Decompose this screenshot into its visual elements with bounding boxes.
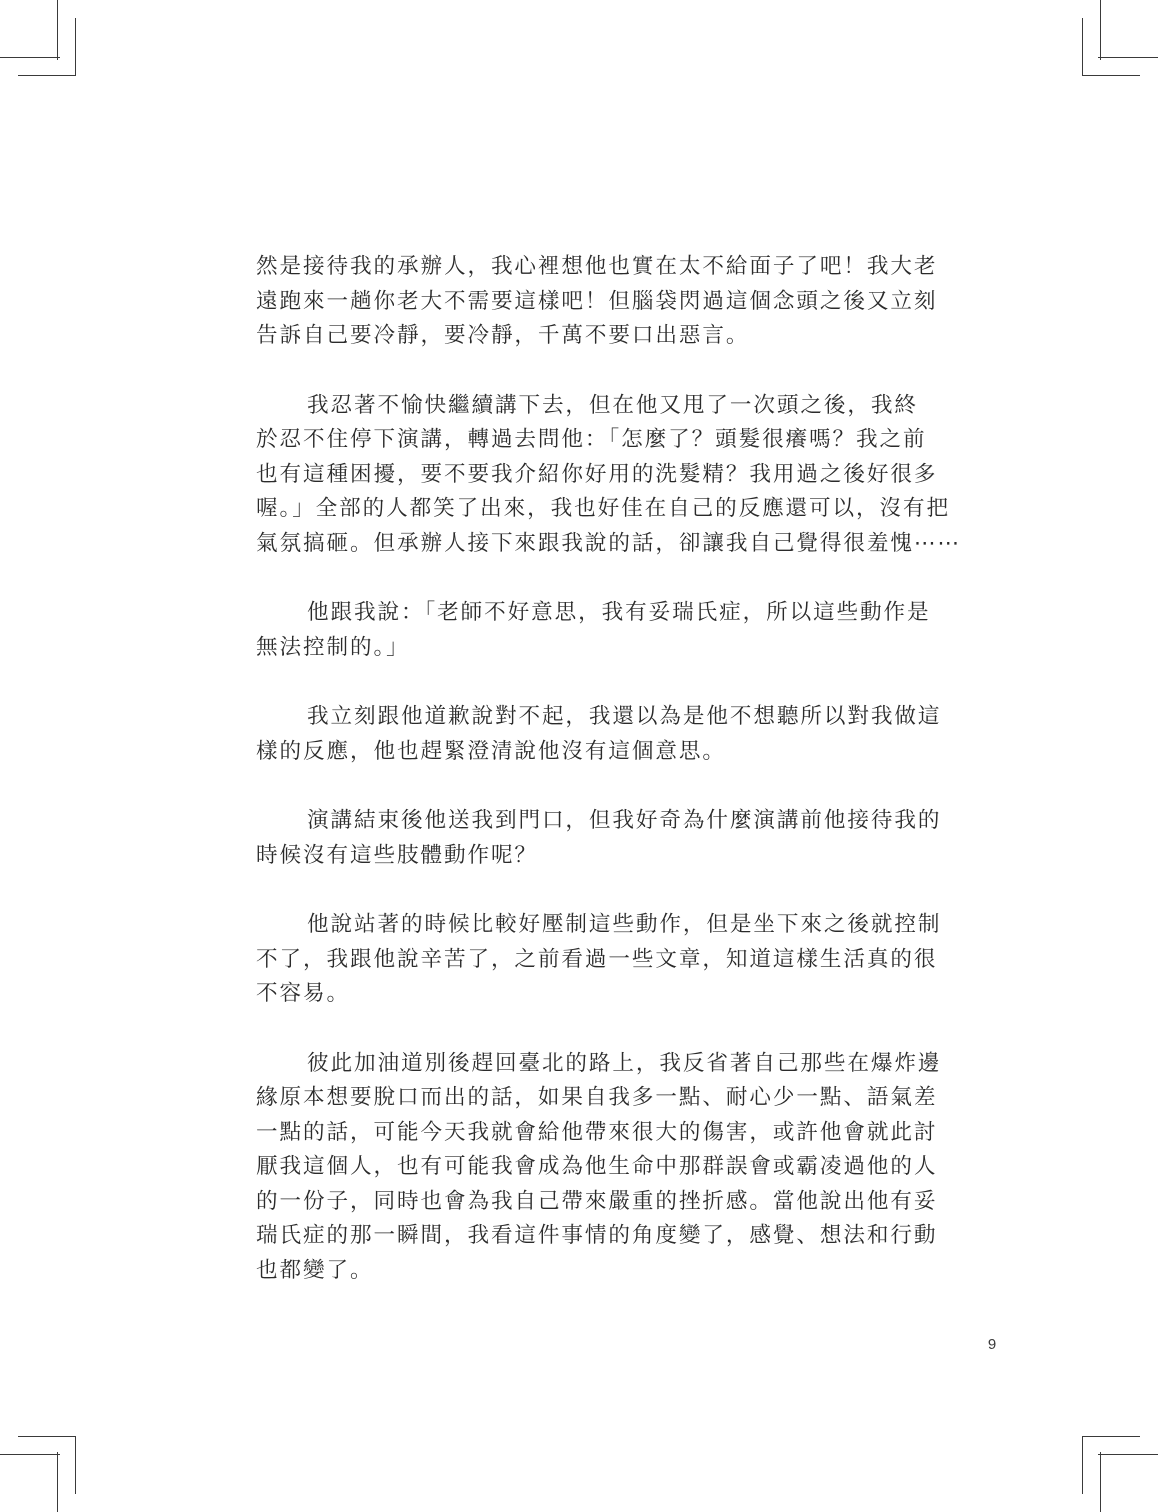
- crop-mark-top-left-vertical: [57, 0, 58, 60]
- paragraph-3: 他跟我說：「老師不好意思，我有妥瑞氏症，所以這些動作是 無法控制的。」: [256, 600, 931, 660]
- paragraph-6: 他說站著的時候比較好壓制這些動作，但是坐下來之後就控制 不了，我跟他說辛苦了，之前看過一些文章，知道這樣生活真的很 不容易。: [256, 912, 942, 1006]
- crop-mark-bottom-right-horizontal-inner: [1082, 1436, 1140, 1437]
- paragraph-7: 彼此加油道別後趕回臺北的路上，我反省著自己那些在爆炸邊 緣原本想要脫口而出的話，如果自我多一點、耐心少一點、語氣差 一點的話，可能今天我就會給他帶來很大的傷害，或許他會就此討 厭我這個人，也有可能我會成為他生命中那群誤會或霸凌過他的人 的一份子，同時也會為我自己帶來嚴重的挫折感。當他說出他有妥 瑞氏症的那一瞬間，我看這件事情的角度變了，感覺、想法和行動 也都變了。: [256, 1050, 942, 1283]
- page-number: 9: [987, 1336, 997, 1353]
- crop-mark-bottom-left-vertical-inner: [75, 1436, 76, 1494]
- crop-mark-bottom-left-horizontal-inner: [18, 1436, 76, 1437]
- crop-mark-top-right-vertical-inner: [1082, 18, 1083, 76]
- crop-mark-bottom-left-vertical: [57, 1452, 58, 1512]
- paragraph-4: 我立刻跟他道歉說對不起，我還以為是他不想聽所以對我做這 樣的反應，他也趕緊澄清說他沒有這個意思。: [256, 704, 942, 764]
- paragraph-5: 演講結束後他送我到門口，但我好奇為什麼演講前他接待我的 時候沒有這些肢體動作呢？: [256, 808, 942, 868]
- body-text: [256, 250, 966, 1288]
- crop-mark-bottom-right-vertical: [1100, 1452, 1101, 1512]
- crop-mark-top-right-horizontal-inner: [1082, 75, 1140, 76]
- crop-mark-top-left-horizontal: [0, 57, 60, 58]
- crop-mark-bottom-left-horizontal: [0, 1454, 60, 1455]
- crop-mark-top-right-horizontal: [1098, 57, 1158, 58]
- crop-mark-top-left-horizontal-inner: [18, 75, 76, 76]
- crop-mark-top-right-vertical: [1100, 0, 1101, 60]
- paragraph-2: 我忍著不愉快繼續講下去，但在他又甩了一次頭之後，我終 於忍不住停下演講，轉過去問他：「怎麼了？頭髮很癢嗎？我之前 也有這種困擾，要不要我介紹你好用的洗髮精？我用過之後好很多 喔。」全部的人都笑了出來，我也好佳在自己的反應還可以，沒有把 氣氛搞砸。但承辦人接下來跟我說的話，卻讓我自己覺得很羞愧⋯⋯: [256, 392, 961, 556]
- crop-mark-bottom-right-vertical-inner: [1082, 1436, 1083, 1494]
- paragraph-1: 然是接待我的承辦人，我心裡想他也實在太不給面子了吧！我大老 遠跑來一趟你老大不需要這樣吧！但腦袋閃過這個念頭之後又立刻 告訴自己要冷靜，要冷靜，千萬不要口出惡言。: [256, 254, 938, 348]
- crop-mark-bottom-right-horizontal: [1098, 1454, 1158, 1455]
- crop-mark-top-left-vertical-inner: [75, 18, 76, 76]
